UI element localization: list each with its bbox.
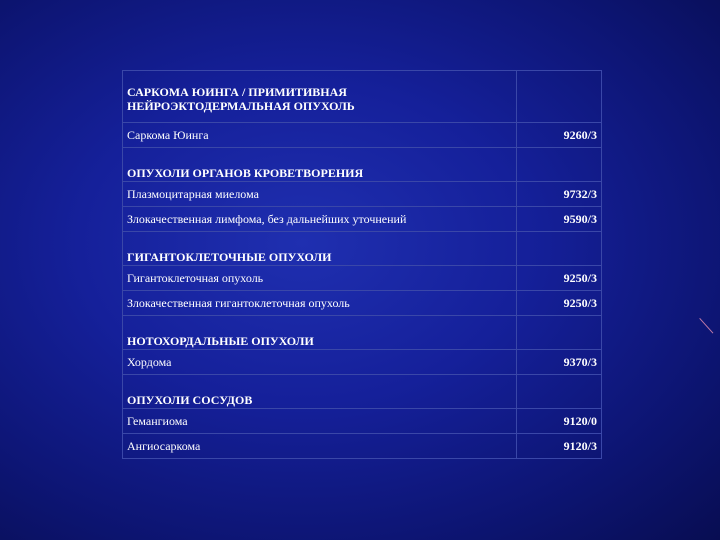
- table-row: [123, 291, 602, 316]
- group-heading: НОТОХОРДАЛЬНЫЕ ОПУХОЛИ: [123, 316, 517, 350]
- table-row: [123, 434, 602, 459]
- table-row: [123, 266, 602, 291]
- empty-code-cell: [517, 375, 602, 409]
- tumor-name: Плазмоцитарная миелома: [123, 182, 517, 207]
- tumor-name: Гигантоклеточная опухоль: [123, 266, 517, 291]
- group-heading: САРКОМА ЮИНГА / ПРИМИТИВНАЯ НЕЙРОЭКТОДЕРМАЛЬНАЯ ОПУХОЛЬ: [123, 71, 517, 123]
- icd-o-code: 9590/3: [517, 207, 602, 232]
- tumor-name: Ангиосаркома: [123, 434, 517, 459]
- table-row: [123, 123, 602, 148]
- tumor-name: Злокачественная гигантоклеточная опухоль: [123, 291, 517, 316]
- empty-code-cell: [517, 232, 602, 266]
- empty-code-cell: [517, 71, 602, 123]
- group-heading-row: [123, 232, 602, 266]
- tumor-name: Хордома: [123, 350, 517, 375]
- icd-o-code: 9370/3: [517, 350, 602, 375]
- group-heading-row: [123, 316, 602, 350]
- group-heading-row: [123, 148, 602, 182]
- icd-o-code: 9260/3: [517, 123, 602, 148]
- table-row: [123, 350, 602, 375]
- group-heading: ОПУХОЛИ СОСУДОВ: [123, 375, 517, 409]
- icd-o-code: 9732/3: [517, 182, 602, 207]
- empty-code-cell: [517, 316, 602, 350]
- table-row: [123, 182, 602, 207]
- group-heading: ГИГАНТОКЛЕТОЧНЫЕ ОПУХОЛИ: [123, 232, 517, 266]
- tumor-name: Гемангиома: [123, 409, 517, 434]
- tumor-classification-table: [122, 70, 602, 459]
- icd-o-code: 9120/3: [517, 434, 602, 459]
- table-row: [123, 207, 602, 232]
- icd-o-code: 9250/3: [517, 291, 602, 316]
- group-heading-row: [123, 375, 602, 409]
- group-heading: ОПУХОЛИ ОРГАНОВ КРОВЕТВОРЕНИЯ: [123, 148, 517, 182]
- group-heading-row: [123, 71, 602, 123]
- empty-code-cell: [517, 148, 602, 182]
- icd-o-code: 9120/0: [517, 409, 602, 434]
- icd-o-code: 9250/3: [517, 266, 602, 291]
- tumor-name: Саркома Юинга: [123, 123, 517, 148]
- decorative-line: [683, 318, 713, 348]
- table-row: [123, 409, 602, 434]
- tumor-name: Злокачественная лимфома, без дальнейших уточнений: [123, 207, 517, 232]
